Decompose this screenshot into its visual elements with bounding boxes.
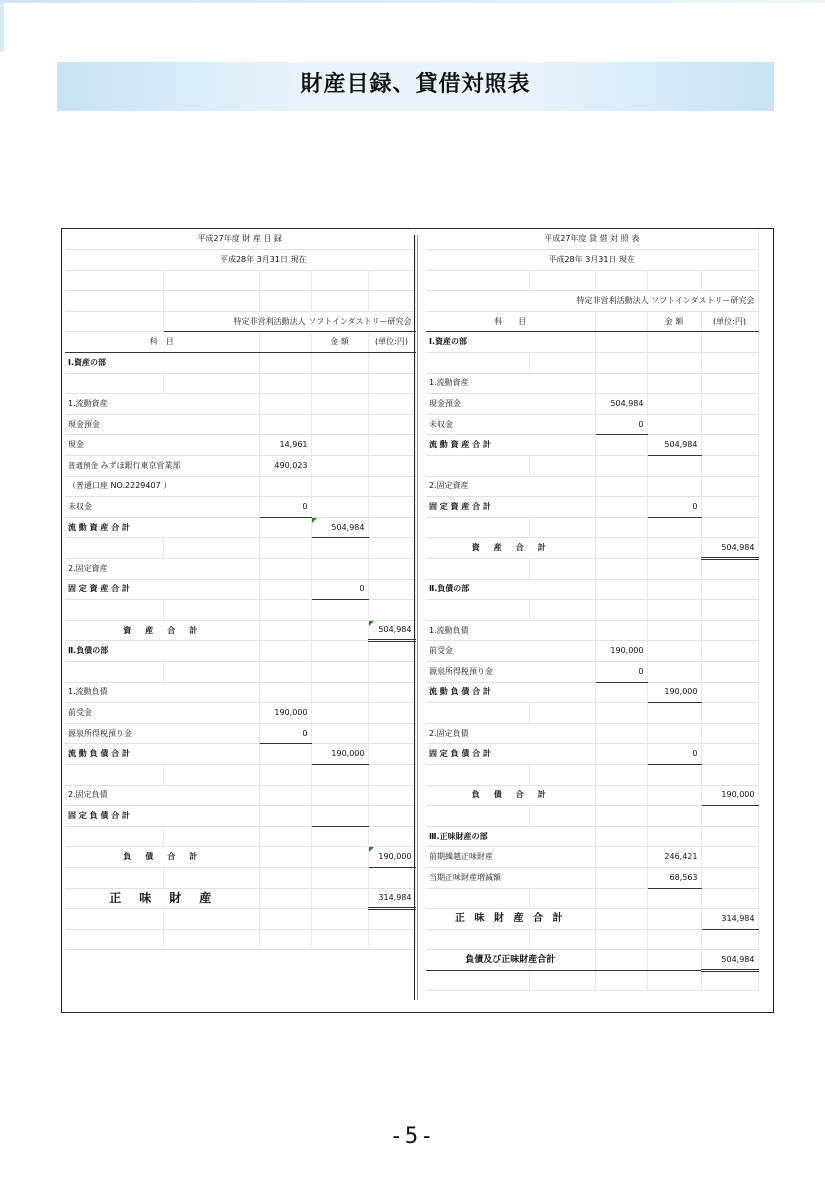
table-row [426,497,758,518]
balance-cash-deposits-value: 504,984 [595,394,647,415]
inventory-fixed-liab: 2.固定負債 [65,785,259,806]
table-row [426,579,758,600]
table-row [426,538,758,559]
balance-receivable-value: 0 [595,414,647,435]
balance-prior-net: 前期繰越正味財産 [426,847,595,868]
inventory-receivable-value: 0 [259,497,311,518]
table-row [65,620,415,641]
table-row [65,847,415,868]
balance-current-assets: 1.流動資産 [426,373,595,394]
table-row [65,373,415,394]
table-row [426,826,758,847]
table-row [426,600,758,621]
title-banner [57,62,774,111]
balance-table [426,229,759,991]
table-row [426,394,758,415]
balance-assets-section: Ⅰ.資産の部 [426,332,595,353]
financial-sheet [61,228,774,1013]
table-row [426,950,758,971]
table-row [426,311,758,332]
table-row [426,847,758,868]
inventory-withholding: 源泉所得税預り金 [65,723,259,744]
inventory-assets-section: Ⅰ.資産の部 [65,353,259,374]
inventory-date: 平成28年 3月31日 現在 [65,250,415,271]
balance-grand-total-value: 504,984 [701,950,758,971]
table-row [65,723,415,744]
inventory-assets-total: 資 産 合 計 [65,620,259,641]
table-row [65,744,415,765]
balance-fixed-assets: 2.固定資産 [426,476,595,497]
balance-net-section: Ⅲ.正味財産の部 [426,826,595,847]
balance-fixed-total: 固 定 資 産 合 計 [426,497,595,518]
table-row [65,579,415,600]
balance-org: 特定非営利活動法人 ソフトインダストリー研究会 [426,291,758,312]
table-row [65,929,415,950]
table-row [65,826,415,847]
table-row [65,600,415,621]
inventory-current-liab: 1.流動負債 [65,682,259,703]
balance-col-unit: (単位:円) [701,311,758,332]
table-row [65,332,415,353]
table-row [426,661,758,682]
balance-change-net-value: 68,563 [647,867,701,888]
inventory-org: 特定非営利活動法人 ソフトインダストリー研究会 [163,311,415,332]
table-row [65,641,415,662]
balance-receivable: 未収金 [426,414,595,435]
table-row [426,682,758,703]
table-row [65,435,415,456]
inventory-ordinary-deposit: 普通預金 [68,460,98,470]
inventory-title: 平成27年度 財 産 目 録 [65,229,415,250]
inventory-current-total: 流 動 資 産 合 計 [65,517,259,538]
inventory-col-subject: 科 目 [65,332,259,353]
balance-title: 平成27年度 貸 借 対 照 表 [426,229,758,250]
table-row [65,703,415,724]
table-row [65,291,415,312]
balance-grand-total: 負債及び正味財産合計 [426,950,595,971]
balance-liab-section: Ⅱ.負債の部 [426,579,595,600]
table-row [65,764,415,785]
table-row [426,559,758,580]
table-row [426,456,758,477]
balance-col-amount: 金 額 [647,311,701,332]
balance-fixed-total-value: 0 [647,497,701,518]
balance-liab-total-value: 190,000 [701,785,758,806]
balance-withholding: 源泉所得税預り金 [426,661,595,682]
table-row [426,744,758,765]
table-row [426,250,758,271]
balance-current-liab-total: 流 動 負 債 合 計 [426,682,595,703]
balance-current-total: 流 動 資 産 合 計 [426,435,595,456]
left-accent-bar [0,3,4,51]
table-row [65,229,415,250]
table-row [426,291,758,312]
table-row [426,970,758,991]
inventory-fixed-total: 固 定 資 産 合 計 [65,579,259,600]
table-row [65,517,415,538]
inventory-assets-total-value: 504,984 [368,620,415,641]
inventory-cash: 現金 [65,435,259,456]
table-row [426,929,758,950]
table-row [426,435,758,456]
inventory-current-assets: 1.流動資産 [65,394,259,415]
inventory-withholding-value: 0 [259,723,311,744]
inventory-fixed-assets: 2.固定資産 [65,559,259,580]
balance-net-total-value: 314,984 [701,909,758,930]
table-row [65,353,415,374]
table-row [65,538,415,559]
inventory-cash-deposits: 現金預金 [65,414,259,435]
inventory-account-no: （普通口座 NO.2229407 ） [65,476,259,497]
balance-advance-value: 190,000 [595,641,647,662]
inventory-net-assets: 正 味 財 産 [65,888,259,909]
balance-net-total: 正 味 財 産 合 計 [426,909,595,930]
inventory-current-liab-total-value: 190,000 [311,744,368,765]
top-accent-line [0,0,825,3]
table-row [426,332,758,353]
inventory-fixed-liab-total: 固 定 負 債 合 計 [65,806,259,827]
table-row [426,353,758,374]
table-row [65,270,415,291]
balance-date: 平成28年 3月31日 現在 [426,250,758,271]
table-row [65,785,415,806]
inventory-col-unit: (単位:円) [368,332,415,353]
table-row [65,394,415,415]
page-number: -5- [389,1124,436,1149]
inventory-liab-total-value: 190,000 [368,847,415,868]
table-row [65,497,415,518]
table-row [65,311,415,332]
balance-current-liab-total-value: 190,000 [647,682,701,703]
table-row [65,456,415,477]
table-row [426,723,758,744]
table-row [65,867,415,888]
inventory-ordinary-value: 490,023 [259,456,311,477]
table-row [65,661,415,682]
table-row [65,682,415,703]
column-divider [414,235,415,1000]
table-row [426,476,758,497]
table-row [65,414,415,435]
table-row [65,476,415,497]
inventory-table [65,229,416,950]
table-row [426,641,758,662]
balance-assets-total: 資 産 合 計 [426,538,595,559]
balance-prior-net-value: 246,421 [647,847,701,868]
inventory-fixed-total-value: 0 [311,579,368,600]
table-row [426,888,758,909]
table-row [65,250,415,271]
page-title: 財産目録、貸借対照表 [300,72,531,97]
balance-col-subject: 科 目 [426,311,595,332]
balance-withholding-value: 0 [595,661,647,682]
balance-current-liab: 1.流動負債 [426,620,595,641]
table-row [426,867,758,888]
balance-liab-total: 負 債 合 計 [426,785,595,806]
table-row [426,270,758,291]
table-row [426,414,758,435]
table-row [426,785,758,806]
table-row [65,909,415,930]
inventory-net-assets-value: 314,984 [368,888,415,909]
inventory-current-liab-total: 流 動 負 債 合 計 [65,744,259,765]
table-row [426,806,758,827]
column-divider-inner [417,235,418,1000]
inventory-bank-name: みずほ銀行東京営業部 [100,460,181,470]
table-row [426,373,758,394]
table-row [426,229,758,250]
table-row [426,703,758,724]
inventory-col-amount: 金 額 [311,332,368,353]
table-row [65,806,415,827]
balance-cash-deposits: 現金預金 [426,394,595,415]
inventory-cash-value: 14,961 [259,435,311,456]
inventory-receivable: 未収金 [65,497,259,518]
inventory-current-total-value: 504,984 [311,517,368,538]
balance-fixed-liab-total-value: 0 [647,744,701,765]
inventory-liab-section: Ⅱ.負債の部 [65,641,259,662]
balance-advance: 前受金 [426,641,595,662]
table-row [65,559,415,580]
table-row [426,517,758,538]
balance-fixed-liab: 2.固定負債 [426,723,595,744]
balance-assets-total-value: 504,984 [701,538,758,559]
balance-fixed-liab-total: 固 定 負 債 合 計 [426,744,595,765]
inventory-advance: 前受金 [65,703,259,724]
inventory-ordinary-cell [65,456,259,477]
table-row [426,909,758,930]
table-row [65,888,415,909]
balance-change-net: 当期正味財産増減額 [426,867,595,888]
table-row [426,620,758,641]
inventory-advance-value: 190,000 [259,703,311,724]
table-row [426,764,758,785]
inventory-liab-total: 負 債 合 計 [65,847,259,868]
balance-current-total-value: 504,984 [647,435,701,456]
